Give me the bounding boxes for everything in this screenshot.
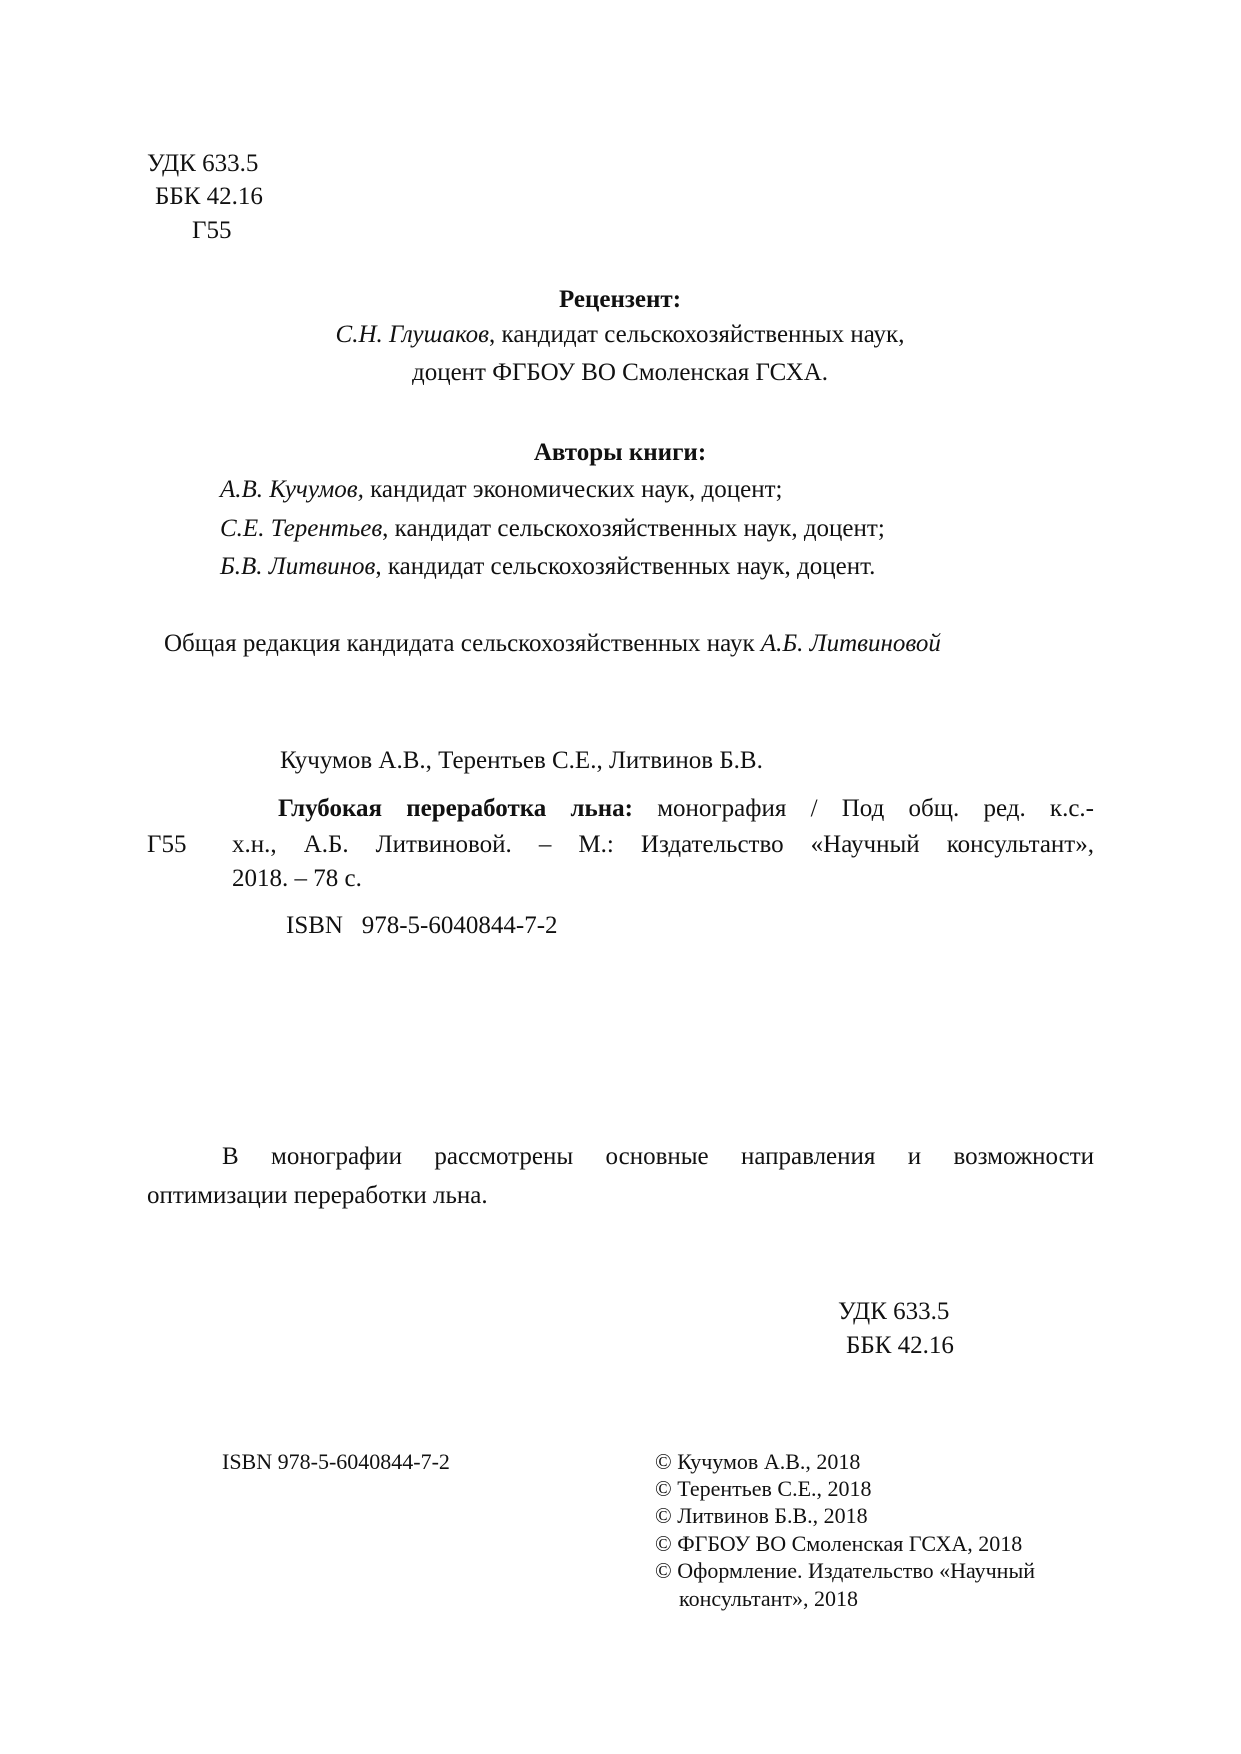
author-title-2: , кандидат сельскохозяйственных наук, доцент; — [382, 515, 885, 542]
catalog-isbn — [286, 910, 558, 942]
editor-line — [164, 628, 941, 660]
udk-code: УДК 633.5 — [147, 150, 259, 177]
reviewer-line-2: доцент ФГБОУ ВО Смоленская ГСХА. — [411, 359, 829, 386]
bottom-bbk-code: ББК 42.16 — [846, 1332, 954, 1359]
editor-name: А.Б. Литвиновой — [760, 630, 941, 657]
copyright-5: © Оформление. Издательство «Научный — [655, 1558, 1036, 1583]
author-line-1 — [220, 474, 782, 506]
isbn-label: ISBN — [286, 912, 343, 939]
catalog-line-1-rest: монография / Под общ. ред. к.с.- — [632, 795, 1094, 822]
bbk-code: ББК 42.16 — [155, 183, 263, 210]
author-mark: Г55 — [192, 217, 232, 244]
book-title: Глубокая переработка льна: — [278, 795, 633, 822]
footer-isbn: ISBN 978-5-6040844-7-2 — [222, 1449, 450, 1474]
bottom-udk-code: УДК 633.5 — [838, 1298, 950, 1325]
author-name-2: С.Е. Терентьев — [220, 515, 383, 542]
abstract-line-1: В монографии рассмотрены основные направления и возможности — [222, 1143, 1094, 1170]
copyright-3: © Литвинов Б.В., 2018 — [655, 1503, 868, 1528]
copyright-4: © ФГБОУ ВО Смоленская ГСХА, 2018 — [655, 1531, 1023, 1556]
reviewer-line-1 — [200, 319, 1040, 351]
author-title-1: кандидат экономических наук, доцент; — [363, 476, 783, 503]
catalog-line-3: 2018. – 78 с. — [232, 865, 362, 892]
author-name-1: А.В. Кучумов, — [220, 476, 364, 503]
reviewer-heading: Рецензент: — [558, 286, 682, 313]
author-line-2 — [220, 513, 885, 545]
reviewer-title: , кандидат сельскохозяйственных наук, — [489, 321, 905, 348]
abstract-line-2: оптимизации переработки льна. — [147, 1182, 488, 1209]
copyright-1: © Кучумов А.В., 2018 — [655, 1449, 861, 1474]
catalog-line-1 — [278, 793, 1094, 825]
author-name-3: Б.В. Литвинов — [220, 553, 376, 580]
reviewer-name: С.Н. Глушаков — [335, 321, 490, 348]
author-line-3 — [220, 551, 875, 583]
copyright-2: © Терентьев С.Е., 2018 — [655, 1476, 872, 1501]
author-title-3: , кандидат сельскохозяйственных наук, доцент. — [375, 553, 876, 580]
catalog-line-2: х.н., А.Б. Литвиновой. – М.: Издательство «Научный консультант», — [232, 831, 1094, 858]
isbn-value: 978-5-6040844-7-2 — [361, 912, 558, 939]
copyright-5-cont: консультант», 2018 — [679, 1586, 859, 1611]
authors-heading: Авторы книги: — [533, 439, 707, 466]
catalog-mark: Г55 — [147, 831, 187, 858]
catalog-authors: Кучумов А.В., Терентьев С.Е., Литвинов Б.В. — [280, 747, 763, 774]
editor-text: Общая редакция кандидата сельскохозяйственных наук — [164, 630, 761, 657]
